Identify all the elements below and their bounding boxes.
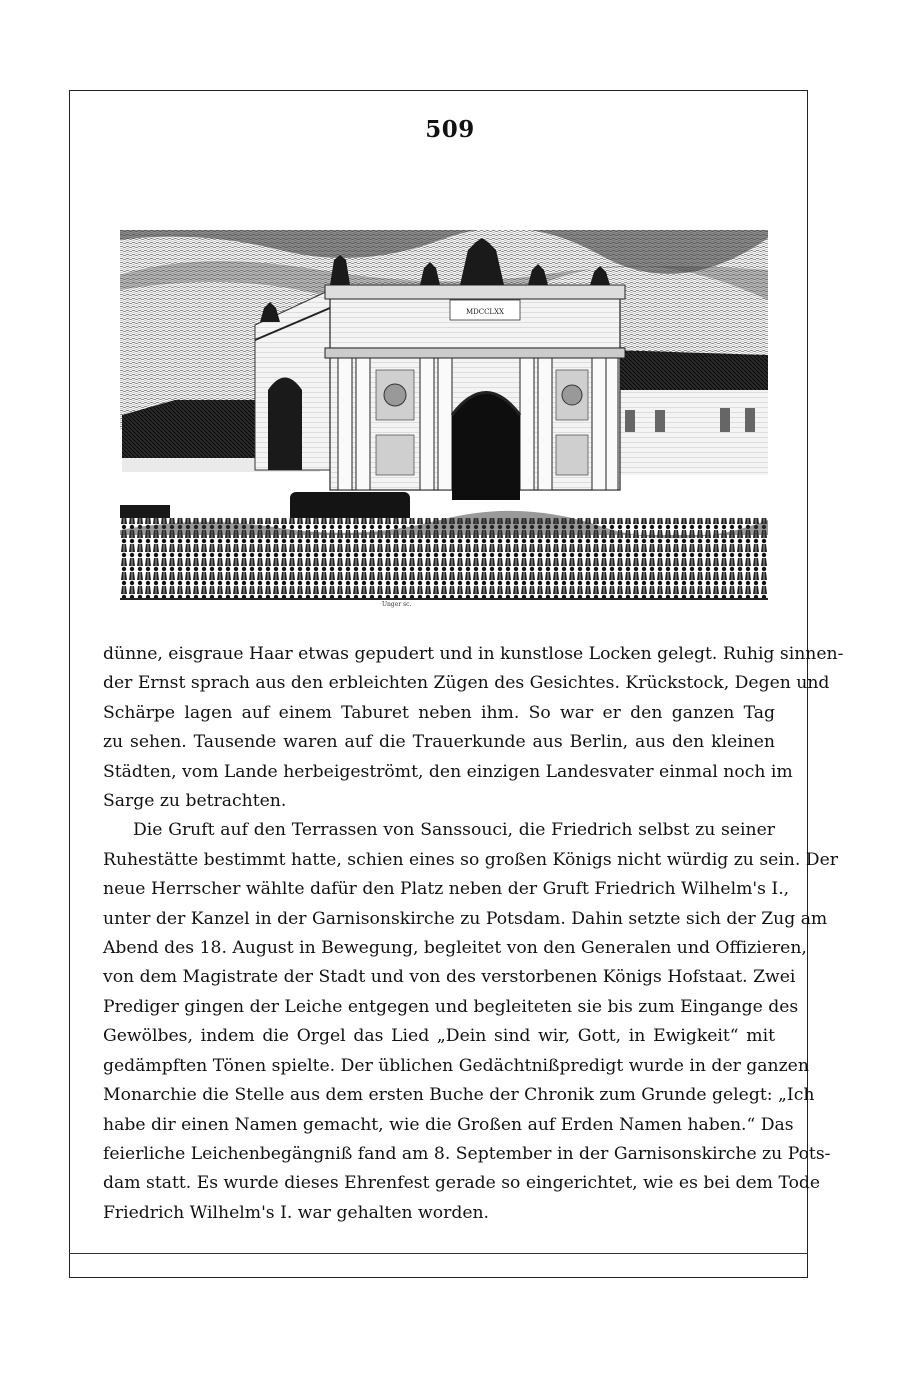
gate-inscription: MDCCLXX xyxy=(465,308,505,316)
text-line: Ruhestätte bestimmt hatte, schien eines so großen Königs nicht würdig zu sein. Der xyxy=(103,849,838,870)
text-line: Prediger gingen der Leiche entgegen und begleiteten sie bis zum Eingange des xyxy=(103,996,799,1017)
triumphal-gate-engraving xyxy=(120,230,768,608)
text-line: gedämpften Tönen spielte. Der üblichen Gedächtnißpredigt wurde in der ganzen xyxy=(103,1055,809,1076)
text-line: von dem Magistrate der Stadt und von des verstorbenen Königs Hofstaat. Zwei xyxy=(103,967,796,988)
text-line: dünne, eisgraue Haar etwas gepudert und in kunstlose Locken gelegt. Ruhig sinnen- xyxy=(103,644,844,664)
text-line: Städten, vom Lande herbeigeströmt, den einzigen Landesvater einmal noch im xyxy=(103,761,793,782)
central-archway xyxy=(452,393,520,501)
text-line: Friedrich Wilhelm's I. war gehalten worden. xyxy=(103,1202,490,1223)
text-line: neue Herrscher wählte dafür den Platz neben der Gruft Friedrich Wilhelm's I., xyxy=(103,879,790,900)
text-line: Monarchie die Stelle aus dem ersten Buche der Chronik zum Grunde gelegt: „Ich xyxy=(103,1085,815,1106)
body-text xyxy=(103,640,844,1228)
paragraph-2 xyxy=(103,816,838,1228)
text-line: Schärpe lagen auf einem Taburet neben ihm. So war er den ganzen Tag xyxy=(103,702,775,723)
text-line: dam statt. Es wurde dieses Ehrenfest gerade so eingerichtet, wie es bei dem Tode xyxy=(103,1173,821,1194)
text-line: habe dir einen Namen gemacht, wie die Großen auf Erden Namen haben.“ Das xyxy=(103,1114,794,1135)
text-line: Die Gruft auf den Terrassen von Sanssouci, die Friedrich selbst zu seiner xyxy=(133,820,775,841)
page-number: 509 xyxy=(425,116,475,143)
bottom-border-rule xyxy=(69,1253,808,1254)
text-line: der Ernst sprach aus den erbleichten Zügen des Gesichtes. Krückstock, Degen und xyxy=(103,673,830,694)
text-line: zu sehen. Tausende waren auf die Trauerkunde aus Berlin, aus den kleinen xyxy=(103,732,775,753)
text-line: feierliche Leichenbegängniß fand am 8. September in der Garnisonskirche zu Pots- xyxy=(103,1143,831,1164)
paragraph-1 xyxy=(103,640,844,816)
text-line: Sarge zu betrachten. xyxy=(103,791,287,812)
text-line: unter der Kanzel in der Garnisonskirche zu Potsdam. Dahin setzte sich der Zug am xyxy=(103,908,828,929)
text-line: Gewölbes, indem die Orgel das Lied „Dein sind wir, Gott, in Ewigkeit“ mit xyxy=(103,1026,775,1047)
engraver-signature: Unger sc. xyxy=(382,601,412,608)
text-line: Abend des 18. August in Bewegung, begleitet von den Generalen und Offizieren, xyxy=(103,938,807,959)
